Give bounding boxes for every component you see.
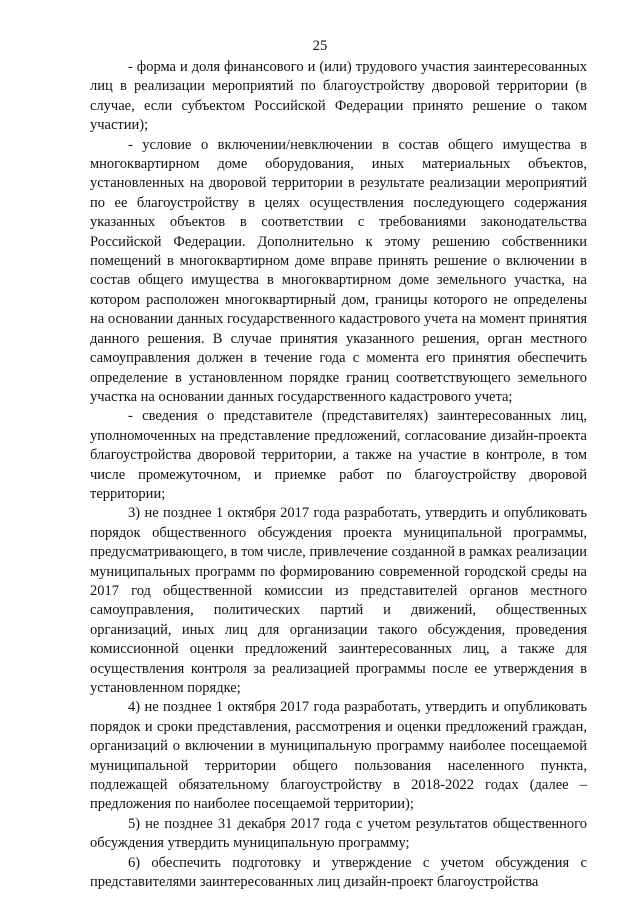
paragraph-representatives-info: - сведения о представителе (представителях) заинтересованных лиц, уполномоченных на представление предложений, согласование дизайн-проекта благоустройства дворовой территории, а также на участие в контроле, в том числе промежуточном, и приемке работ по благоустройству дворовой территории;: [90, 408, 587, 502]
paragraph-item-3: 3) не позднее 1 октября 2017 года разработать, утвердить и опубликовать порядок общественного обсуждения проекта муниципальной программы, предусматривающего, в том числе, привлечение созданной в рамках реализации муниципальных программ по формированию современной городской среды на 2017 год общественной комиссии из представителей органов местного самоуправления, политических партий и движений, общественных организаций, иных лиц для организации такого обсуждения, проведения комиссионной оценки предложений заинтересованных лиц, а также для осуществления контроля за реализацией программы после ее утверждения в установленном порядке;: [90, 505, 587, 696]
document-body: [90, 58, 587, 892]
paragraph-common-property-condition: - условие о включении/невключении в состав общего имущества в многоквартирном доме оборудования, иных материальных объектов, установленных на дворовой территории в результате реализации мероприятий по ее благоустройству в целях осуществления последующего содержания указанных объектов в соответствии с требованиями законодательства Российской Федерации. Дополнительно к этому решению собственники помещений в многоквартирном доме вправе принять решение о включении в состав общего имущества в многоквартирном доме земельного участка, на котором расположен многоквартирный дом, границы которого не определены на основании данных государственного кадастрового учета на момент принятия данного решения. В случае принятия указанного решения, орган местного самоуправления должен в течение года с момента его принятия обеспечить определение в установленном порядке границ соответствующего земельного участка на основании данных государственного кадастрового учета;: [90, 136, 587, 405]
page-number: 25: [312, 38, 328, 54]
paragraph-item-6: 6) обеспечить подготовку и утверждение с учетом обсуждения с представителями заинтересованных лиц дизайн-проект благоустройства: [90, 854, 587, 891]
paragraph-item-5: 5) не позднее 31 декабря 2017 года с учетом результатов общественного обсуждения утвердить муниципальную программу;: [90, 815, 587, 852]
paragraph-item-4: 4) не позднее 1 октября 2017 года разработать, утвердить и опубликовать порядок и сроки представления, рассмотрения и оценки предложений граждан, организаций о включении в муниципальную программу наиболее посещаемой муниципальной территории общего пользования населенного пункта, подлежащей обязательному благоустройству в 2018-2022 годах (далее – предложения по наиболее посещаемой территории);: [90, 699, 587, 813]
paragraph-participation-form: - форма и доля финансового и (или) трудового участия заинтересованных лиц в реализации мероприятий по благоустройству дворовой территории (в случае, если субъектом Российской Федерации принято решение о таком участии);: [90, 59, 587, 134]
